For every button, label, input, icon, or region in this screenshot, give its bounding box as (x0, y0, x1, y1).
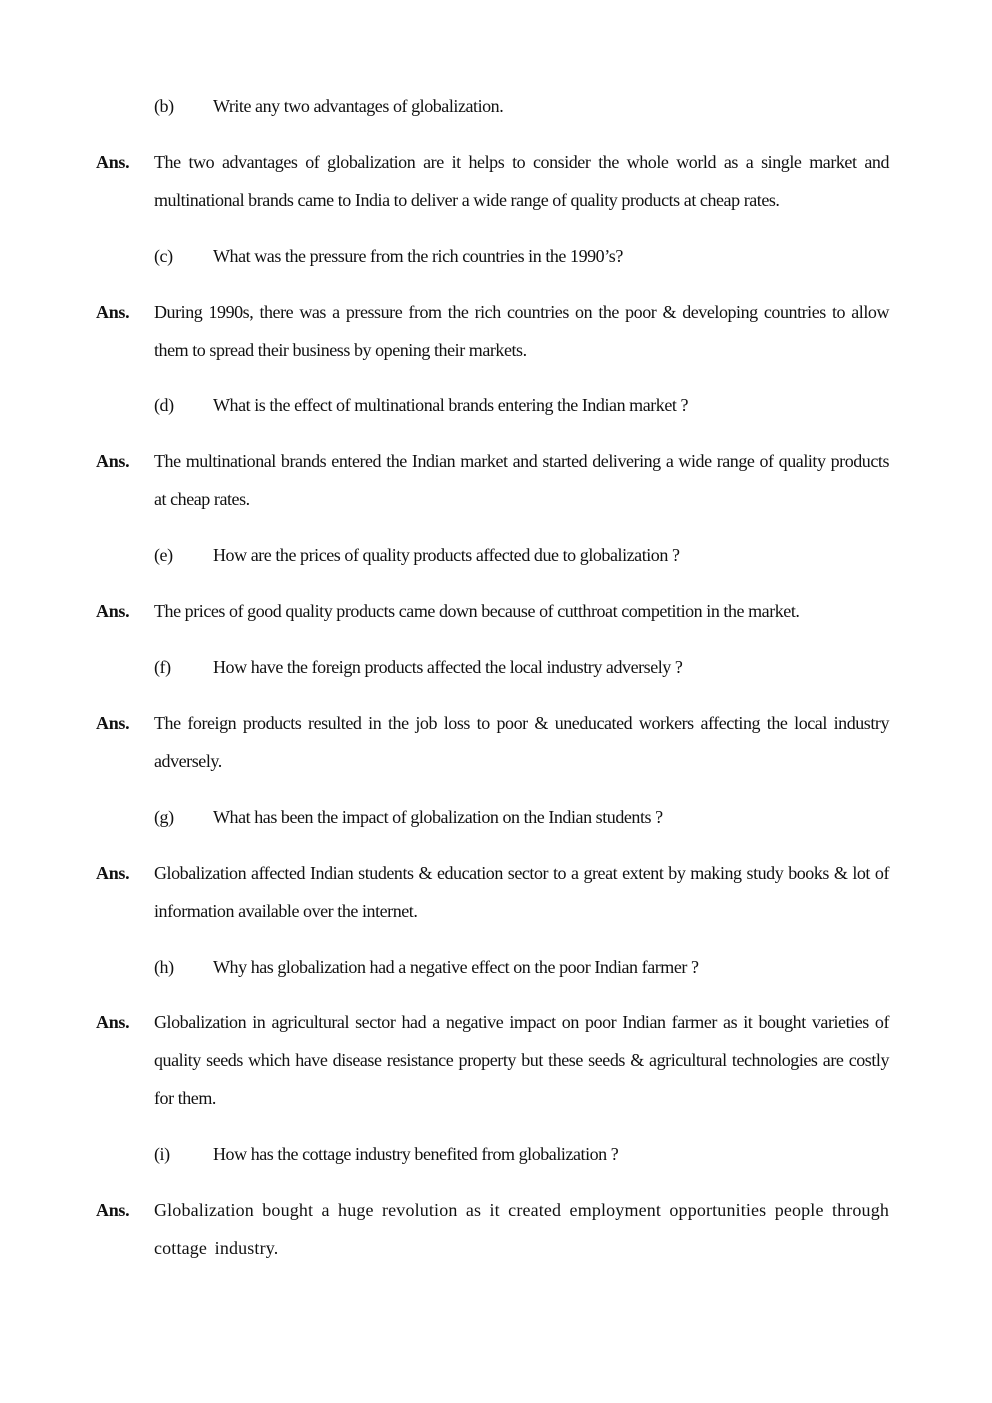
answer-text: Globalization affected Indian students & education sector to a great extent by making study books & lot of information available over the internet. (154, 863, 889, 921)
question-label: (i) (154, 1144, 170, 1164)
question-h (154, 952, 894, 982)
question-g (154, 802, 894, 832)
question-text: What is the effect of multinational brands entering the Indian market ? (213, 395, 689, 415)
question-label: (g) (154, 807, 174, 827)
answer-label: Ans. (96, 451, 130, 471)
question-label: (h) (154, 957, 174, 977)
question-label: (e) (154, 545, 173, 565)
answer-label: Ans. (96, 152, 130, 172)
question-label: (c) (154, 246, 173, 266)
question-label: (b) (154, 96, 174, 116)
question-text: Why has globalization had a negative effect on the poor Indian farmer ? (213, 957, 699, 977)
question-e (154, 540, 894, 570)
question-c (154, 241, 894, 271)
question-text: Write any two advantages of globalization. (213, 96, 504, 116)
answer-text: The foreign products resulted in the job loss to poor & uneducated workers affecting the local industry adversely. (154, 713, 889, 771)
question-text: How are the prices of quality products affected due to globalization ? (213, 545, 680, 565)
answer-text: Globalization in agricultural sector had a negative impact on poor Indian farmer as it bought varieties of quality seeds which have disease resistance property but these seeds & agricultural technologies are costly for them. (154, 1012, 889, 1108)
question-f (154, 652, 894, 682)
answer-text: The two advantages of globalization are it helps to consider the whole world as a single market and multinational brands came to India to deliver a wide range of quality products at cheap rates. (154, 152, 889, 210)
answer-text: Globalization bought a huge revolution as it created employment opportunities people through cottage industry. (154, 1200, 889, 1258)
question-text: What has been the impact of globalization on the Indian students ? (213, 807, 663, 827)
question-b (154, 91, 894, 121)
answer-text: The prices of good quality products came down because of cutthroat competition in the market. (154, 601, 800, 621)
answer-text: The multinational brands entered the Indian market and started delivering a wide range of quality products at cheap rates. (154, 451, 889, 509)
answer-label: Ans. (96, 713, 130, 733)
answer-label: Ans. (96, 601, 130, 621)
question-d (154, 390, 894, 420)
question-label: (d) (154, 395, 174, 415)
answer-label: Ans. (96, 863, 130, 883)
answer-label: Ans. (96, 1200, 130, 1220)
question-label: (f) (154, 657, 171, 677)
answer-label: Ans. (96, 302, 130, 322)
question-i (154, 1139, 894, 1169)
question-text: How has the cottage industry benefited from globalization ? (213, 1144, 619, 1164)
answer-text: During 1990s, there was a pressure from the rich countries on the poor & developing countries to allow them to spread their business by opening their markets. (154, 302, 889, 360)
answer-label: Ans. (96, 1012, 130, 1032)
question-text: How have the foreign products affected the local industry adversely ? (213, 657, 683, 677)
question-text: What was the pressure from the rich countries in the 1990’s? (213, 246, 623, 266)
